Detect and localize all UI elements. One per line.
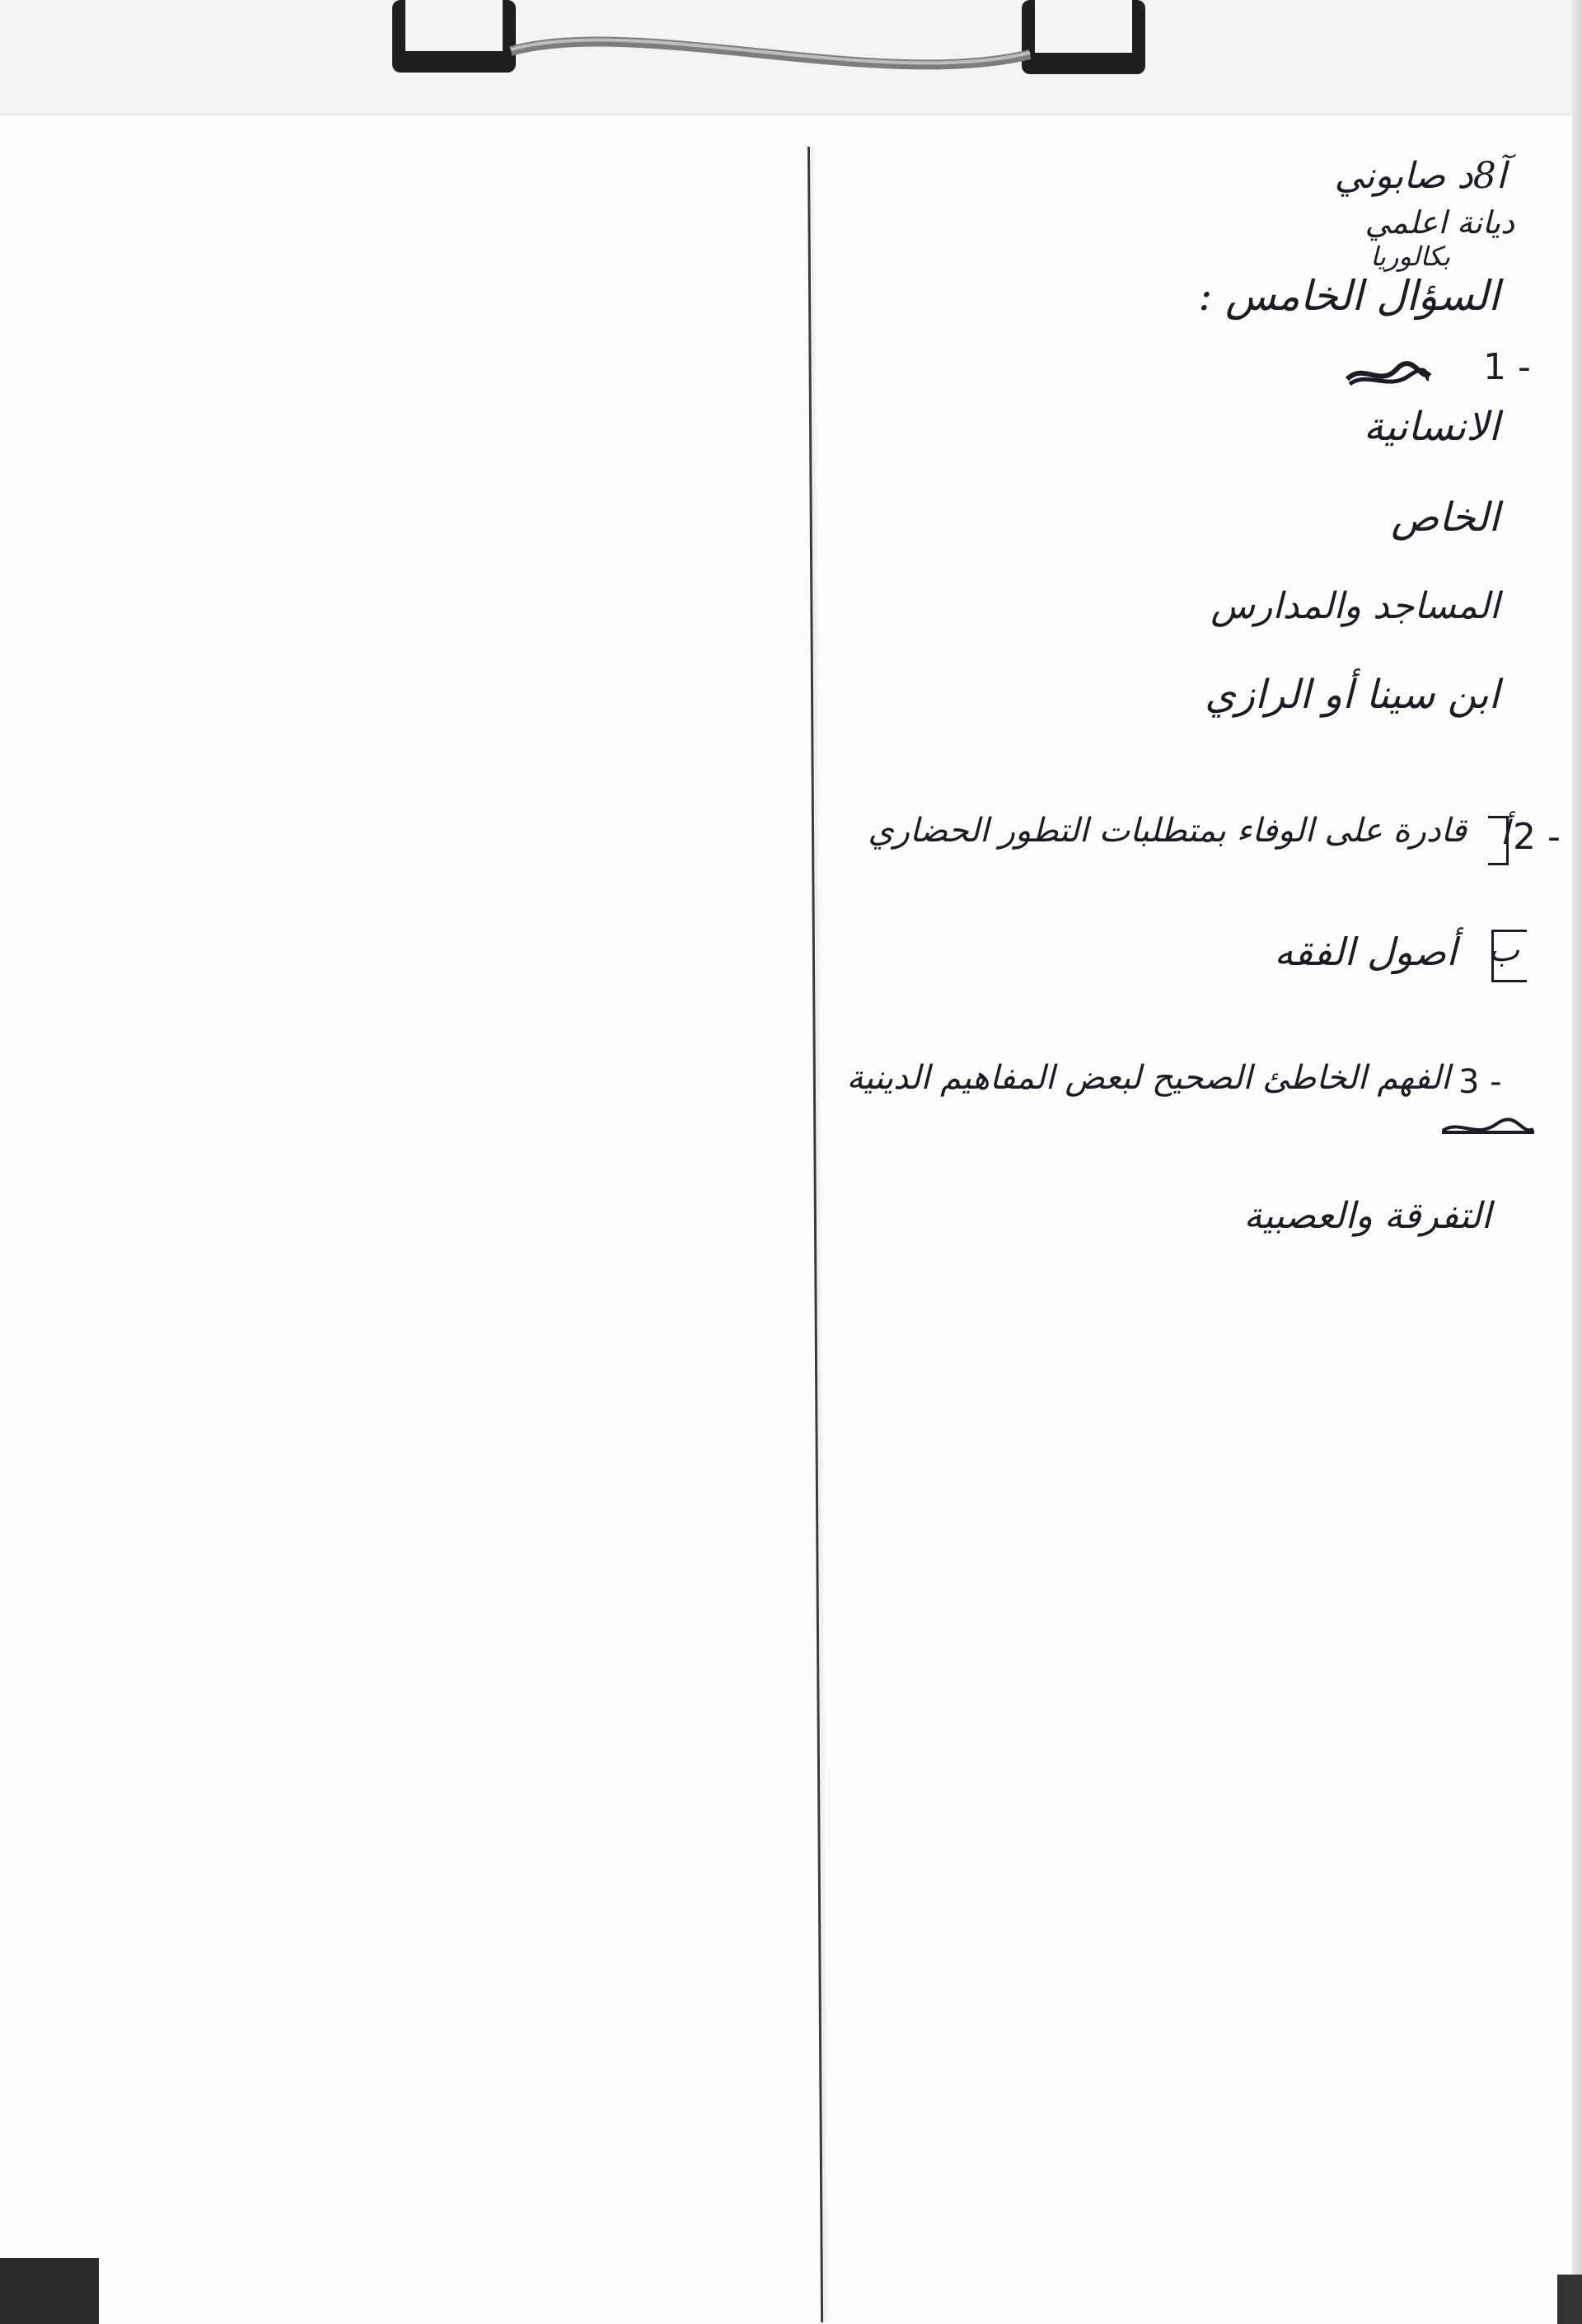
section-1-answer-4: ابن سينا أو الرازي bbox=[1205, 672, 1500, 718]
section-1-answer-1: الانسانية bbox=[1363, 404, 1500, 450]
section-3-number: 3 - bbox=[1458, 1063, 1502, 1101]
section-2-number: 2 - bbox=[1513, 816, 1561, 858]
question-title: السؤال الخامس : bbox=[1198, 272, 1500, 320]
level-label: بكالوريا bbox=[1370, 241, 1450, 272]
subject-label: ديانة اعلمي bbox=[1364, 204, 1514, 241]
paper-edge bbox=[1572, 0, 1582, 2324]
item-a-label: أ bbox=[1500, 814, 1509, 852]
item-b-text: أصول الفقه bbox=[1274, 930, 1457, 974]
section-3-text: الفهم الخاطئ الصحيح لبعض المفاهيم الدينية bbox=[846, 1059, 1450, 1097]
section-1-number: 1 - bbox=[1483, 346, 1531, 388]
crossed-out-word-2 bbox=[1439, 1113, 1538, 1146]
section-1-answer-2: الخاص bbox=[1391, 494, 1500, 541]
student-name: آ8د صابوني bbox=[1334, 155, 1506, 197]
item-a-text: قادرة على الوفاء بمتطلبات التطور الحضاري bbox=[868, 812, 1467, 850]
crossed-out-word bbox=[1343, 354, 1434, 396]
section-3-answer: التفرقة والعصبية bbox=[1243, 1195, 1491, 1237]
board-corner-right bbox=[1557, 2275, 1582, 2324]
section-1-answer-3: المساجد والمدارس bbox=[1210, 585, 1500, 627]
clipboard-clip bbox=[387, 0, 1145, 82]
board-corner bbox=[0, 2258, 99, 2324]
item-b-label: ب bbox=[1488, 931, 1519, 969]
